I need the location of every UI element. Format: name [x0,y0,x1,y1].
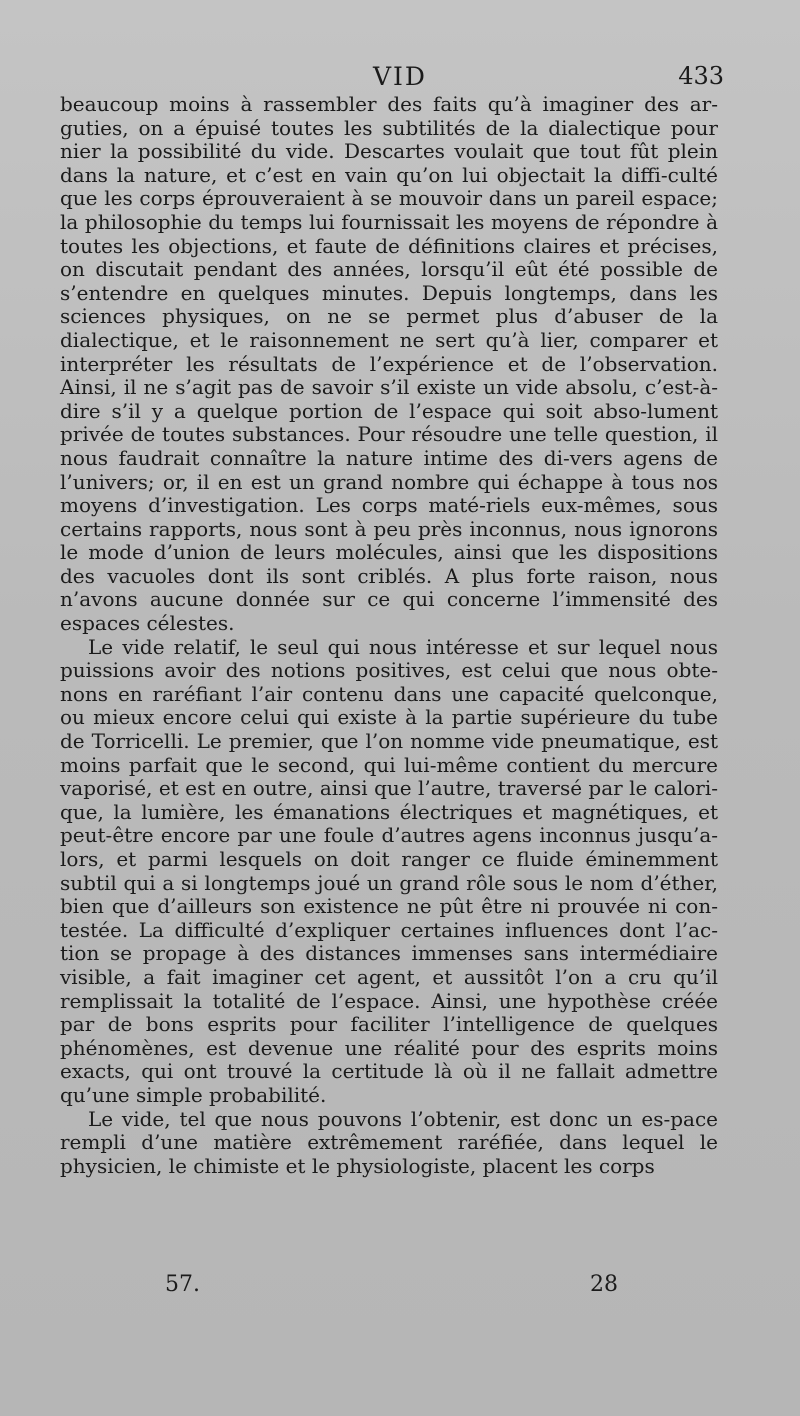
paragraph-2: Le vide relatif, le seul qui nous intéresse et sur lequel nous puissions avoir des notions positives, est celui que nous obte-nons en raréfiant l’air contenu dans une capacité quelconque, ou mieux encore celui qui existe à la partie supérieure du tube de Torricelli. Le premier, que l’on nomme vide pneumatique, est moins parfait que le second, qui lui-même contient du mercure vaporisé, et est en outre, ainsi que l’autre, traversé par le calori-que, la lumière, les émanations électriques et magnétiques, et peut-être encore par une foule d’autres agens inconnus jusqu’a-lors, et parmi lesquels on doit ranger ce fluide éminemment subtil qui a si longtemps joué un grand rôle sous le nom d’éther, bien que d’ailleurs son existence ne pût être ni prouvée ni con-testée. La difficulté d’expliquer certaines influences dont l’ac-tion se propage à des distances immenses sans intermédiaire visible, a fait imaginer cet agent, et aussitôt l’on a cru qu’il remplissait la totalité de l’espace. Ainsi, une hypothèse créée par de bons esprits pour faciliter l’intelligence de quelques phénomènes, est devenue une réalité pour des esprits moins exacts, qui ont trouvé la certitude là où il ne fallait admettre qu’une simple probabilité. [60,634,718,1107]
page-number: 433 [678,62,724,90]
sheet-number: 28 [590,1272,618,1297]
signature-mark: 57. [165,1272,200,1297]
paragraph-1: beaucoup moins à rassembler des faits qu’à imaginer des ar-guties, on a épuisé toutes les subtilités de la dialectique pour nier la possibilité du vide. Descartes voulait que tout fût plein dans la nature, et c’est en vain qu’on lui objectait la diffi-culté que les corps éprouveraient à se mouvoir dans un pareil espace; la philosophie du temps lui fournissait les moyens de répondre à toutes les objections, et faute de définitions claires et précises, on discutait pendant des années, lorsqu’il eût été possible de s’entendre en quelques minutes. Depuis longtemps, dans les sciences physiques, on ne se permet plus d’abuser de la dialectique, et le raisonnement ne sert qu’à lier, comparer et interpréter les résultats de l’expérience et de l’observation. Ainsi, il ne s’agit pas de savoir s’il existe un vide absolu, c’est-à-dire s’il y a quelque portion de l’espace qui soit abso-lument privée de toutes substances. Pour résoudre une telle question, il nous faudrait connaître la nature intime des di-vers agens de l’univers; or, il en est un grand nombre qui échappe à tous nos moyens d’investigation. Les corps maté-riels eux-mêmes, sous certains rapports, nous sont à peu près inconnus, nous ignorons le mode d’union de leurs molécules, ainsi que les dispositions des vacuoles dont ils sont criblés. A plus forte raison, nous n’avons aucune donnée sur ce qui concerne l’immensité des espaces célestes. [60,92,718,636]
running-title: VID [373,62,427,91]
paragraph-3: Le vide, tel que nous pouvons l’obtenir, est donc un es-pace rempli d’une matière extrêmement raréfiée, dans lequel le physicien, le chimiste et le physiologiste, placent les corps [60,1106,718,1178]
body-text [60,93,718,1178]
